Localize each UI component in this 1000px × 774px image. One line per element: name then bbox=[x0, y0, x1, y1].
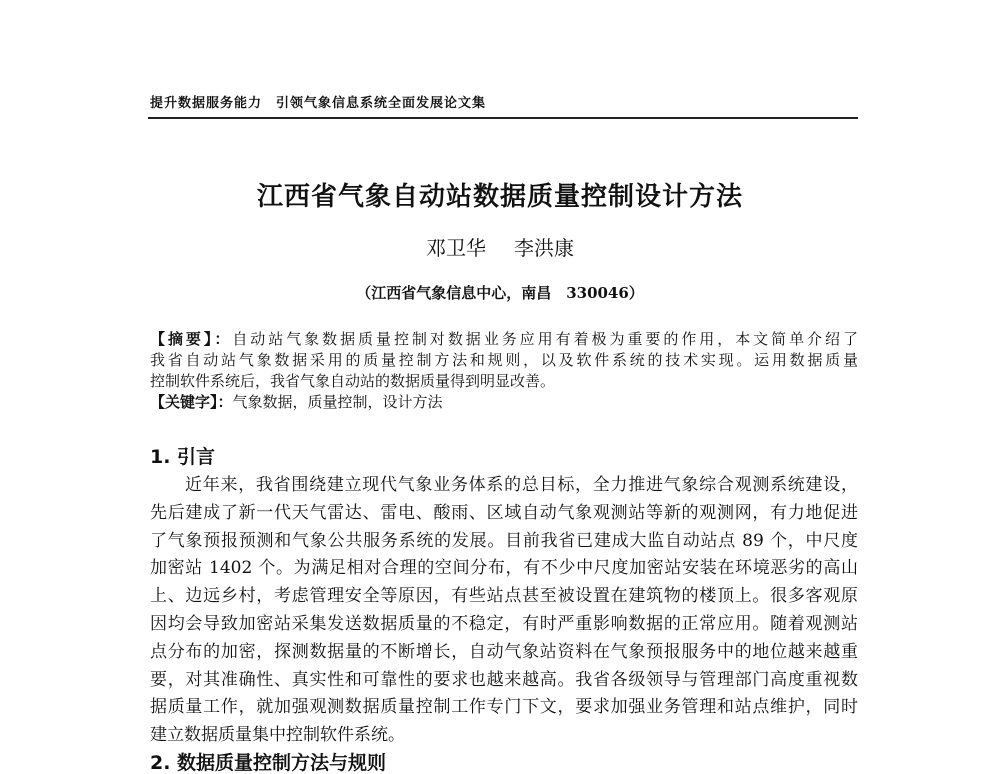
abstract-line: 控制软件系统后，我省气象自动站的数据质量得到明显改善。 bbox=[150, 372, 556, 390]
body-line: 加密站 1402 个。为满足相对合理的空间分布，有不少中尺度加密站安装在环境恶劣的高山 bbox=[150, 558, 858, 579]
authors bbox=[0, 235, 1000, 261]
abstract bbox=[150, 329, 858, 413]
keywords-label: 【关键字】： bbox=[150, 393, 233, 411]
abstract-line: 我省自动站气象数据采用的质量控制方法和规则，以及软件系统的技术实现。运用数据质量 bbox=[150, 351, 858, 369]
abstract-text: 自动站气象数据质量控制对数据业务应用有着极为重要的作用，本文简单介绍了 bbox=[232, 330, 858, 348]
section-heading: 2. 数据质量控制方法与规则 bbox=[150, 752, 387, 774]
body-line: 建立数据质量集中控制软件系统。 bbox=[150, 725, 405, 746]
body-line: 要，对其准确性、真实性和可靠性的要求也越来越高。我省各级领导与管理部门高度重视数 bbox=[150, 669, 858, 690]
abstract-line bbox=[150, 329, 858, 350]
section-heading: 1. 引言 bbox=[150, 446, 216, 468]
keywords-text: 气象数据，质量控制，设计方法 bbox=[232, 393, 443, 411]
paper-title: 江西省气象自动站数据质量控制设计方法 bbox=[256, 182, 743, 212]
body-line: 点分布的加密，探测数据量的不断增长，自动气象站资料在气象预报服务中的地位越来越重 bbox=[150, 641, 858, 662]
keywords bbox=[150, 392, 858, 413]
abstract-label: 【摘要】： bbox=[150, 330, 233, 348]
affiliation: （江西省气象信息中心，南昌 330046） bbox=[356, 284, 644, 302]
author: 李洪康 bbox=[514, 236, 574, 260]
section-body bbox=[150, 472, 858, 750]
author: 邓卫华 bbox=[426, 236, 486, 260]
body-line: 了气象预报预测和气象公共服务系统的发展。目前我省已建成大监自动站点 89 个，中尺度 bbox=[150, 530, 858, 551]
body-line: 因均会导致加密站采集发送数据质量的不稳定，有时严重影响数据的正常应用。随着观测站 bbox=[150, 613, 858, 634]
running-header: 提升数据服务能力 引领气象信息系统全面发展论文集 bbox=[150, 96, 487, 111]
body-line: 据质量工作，就加强观测数据质量控制工作专门下文，要求加强业务管理和站点维护，同时 bbox=[150, 697, 858, 718]
header-rule bbox=[148, 117, 858, 119]
body-line: 上、边远乡村，考虑管理安全等原因，有些站点甚至被设置在建筑物的楼顶上。很多客观原 bbox=[150, 586, 858, 607]
body-line: 近年来，我省围绕建立现代气象业务体系的总目标，全力推进气象综合观测系统建设， bbox=[185, 475, 858, 495]
body-line: 先后建成了新一代天气雷达、雷电、酸雨、区域自动气象观测站等新的观测网，有力地促进 bbox=[150, 502, 858, 523]
